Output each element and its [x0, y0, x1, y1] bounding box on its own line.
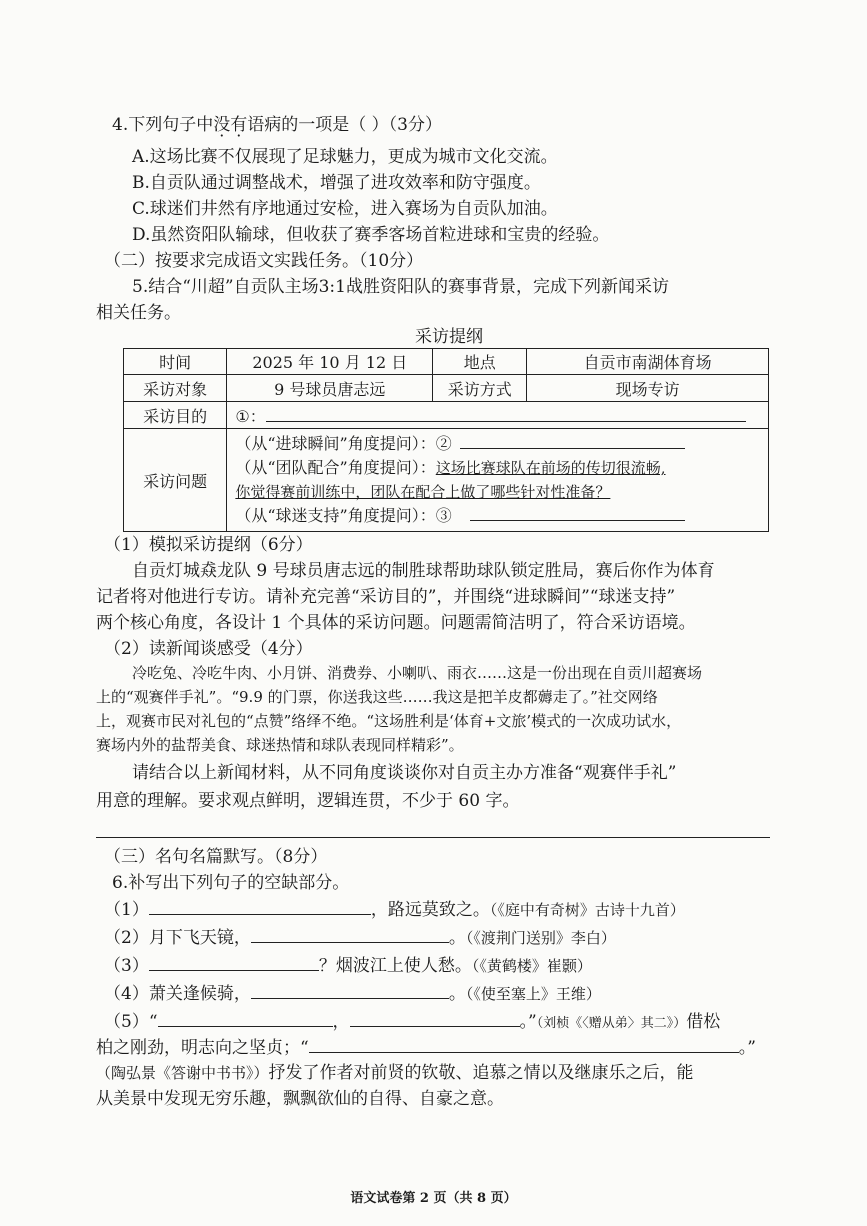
- section3-heading: （三）名句名篇默写。（8分）: [104, 847, 328, 867]
- q4-option-b: B.自贡队通过调整战术，增强了进攻效率和防守强度。: [132, 173, 541, 193]
- answer-line[interactable]: [96, 837, 770, 838]
- q5-line1: 5.结合“川超”自贡队主场3:1战胜资阳队的赛事背景，完成下列新闻采访: [132, 277, 669, 297]
- recite-line1: （1） ，路远莫致之。（《庭中有奇树》古诗十九首）: [104, 900, 685, 920]
- place-label: 地点: [433, 349, 527, 375]
- recite-line8: 从美景中发现无穷乐趣，飘飘欲仙的自得、自豪之意。: [96, 1089, 504, 1109]
- interview-outline-table: [123, 348, 769, 532]
- purpose-blank[interactable]: [266, 405, 746, 422]
- sub2-task-line2: 用意的理解。要求观点鲜明，逻辑连贯，不少于 60 字。: [96, 791, 520, 811]
- q4-stem: 4.下列句子中没有语病的一项是（ ）（3分）: [112, 115, 442, 135]
- recite-blank-5b[interactable]: [350, 1010, 520, 1027]
- purpose-label: 采访目的: [124, 402, 227, 429]
- recite-blank-3[interactable]: [149, 954, 319, 971]
- recite-blank-5a[interactable]: [158, 1010, 333, 1027]
- page-footer: 语文试卷第 2 页（共 8 页）: [350, 1191, 517, 1206]
- method-value: 现场专访: [527, 375, 769, 402]
- question-b-text2: 你觉得赛前训练中，团队在配合上做了哪些针对性准备？: [235, 483, 611, 501]
- recite-line4: （4）萧关逢候骑， 。（《使至塞上》王维）: [104, 984, 601, 1004]
- question-c-row: （从“球迷支持”角度提问）：③: [235, 504, 768, 528]
- q4-option-d: D.虽然资阳队输球，但收获了赛季客场首粒进球和宝贵的经验。: [132, 225, 610, 245]
- recite-blank-4[interactable]: [251, 982, 449, 999]
- method-label: 采访方式: [433, 375, 527, 402]
- sub2-task-line1: 请结合以上新闻材料，从不同角度谈谈你对自贡主办方准备“观赛伴手礼”: [132, 763, 677, 783]
- q6-stem: 6.补写出下列句子的空缺部分。: [112, 873, 350, 893]
- object-value: 9 号球员唐志远: [227, 375, 433, 402]
- news-line1: 冷吃兔、冷吃牛肉、小月饼、消费券、小喇叭、雨衣……这是一份出现在自贡川超赛场: [132, 664, 703, 682]
- recite-blank-1[interactable]: [149, 898, 371, 915]
- recite-line7: （陶弘景《答谢中书书》）抒发了作者对前贤的钦敬、追慕之情以及继康乐之后，能: [96, 1063, 694, 1083]
- time-label: 时间: [124, 349, 227, 375]
- sub2-heading: （2）读新闻谈感受（4分）: [104, 639, 313, 659]
- section2-heading: （二）按要求完成语文实践任务。（10分）: [104, 251, 424, 271]
- purpose-marker: ①：: [235, 406, 266, 426]
- news-line3: 上，观赛市民对礼包的“点赞”络绎不绝。“这场胜利是‘体育+文旅’模式的一次成功试水，: [96, 712, 682, 730]
- questions-label: 采访问题: [124, 429, 227, 532]
- questions-cell: [227, 429, 769, 532]
- sub1-line1: 自贡灯城猋龙队 9 号球员唐志远的制胜球帮助球队锁定胜局，赛后你作为体育: [132, 561, 715, 581]
- news-line2: 上的“观赛伴手礼”。“9.9 的门票，你送我这些……我这是把羊皮都薅走了。”社交网络: [96, 688, 658, 706]
- sub1-line3: 两个核心角度，各设计 1 个具体的采访问题。问题需简洁明了，符合采访语境。: [96, 613, 696, 633]
- q5-line2: 相关任务。: [96, 303, 181, 323]
- q4-option-c: C.球迷们井然有序地通过安检，进入赛场为自贡队加油。: [132, 199, 558, 219]
- place-value: 自贡市南湖体育场: [527, 349, 769, 375]
- question-a-row: （从“进球瞬间”角度提问）：②: [235, 432, 768, 456]
- question-a-blank[interactable]: [460, 432, 685, 449]
- recite-line2: （2）月下飞天镜， 。（《渡荆门送别》李白）: [104, 928, 616, 948]
- sub1-heading: （1）模拟采访提纲（6分）: [104, 535, 313, 555]
- recite-line3: （3） ？烟波江上使人愁。（《黄鹤楼》崔颢）: [104, 956, 592, 976]
- news-line4: 赛场内外的盐帮美食、球迷热情和球队表现同样精彩”。: [96, 736, 464, 754]
- question-c-blank[interactable]: [470, 504, 685, 521]
- recite-blank-2[interactable]: [251, 926, 449, 943]
- recite-blank-6[interactable]: [309, 1036, 739, 1053]
- table-title: 采访提纲: [415, 327, 483, 347]
- recite-line5: （5）“ ， 。”（刘桢《〈赠从弟〉其二》）借松: [104, 1012, 721, 1032]
- q4-option-a: A.这场比赛不仅展现了足球魅力，更成为城市文化交流。: [132, 147, 558, 167]
- recite-line6: 柏之刚劲，明志向之坚贞；“ 。”: [96, 1038, 756, 1058]
- time-value: 2025 年 10 月 12 日: [227, 349, 433, 375]
- sub1-line2: 记者将对他进行专访。请补充完善“采访目的”，并围绕“进球瞬间”“球迷支持”: [96, 587, 676, 607]
- purpose-cell: [227, 402, 769, 429]
- object-label: 采访对象: [124, 375, 227, 402]
- question-b-row: （从“团队配合”角度提问）：这场比赛球队在前场的传切很流畅,: [235, 458, 666, 477]
